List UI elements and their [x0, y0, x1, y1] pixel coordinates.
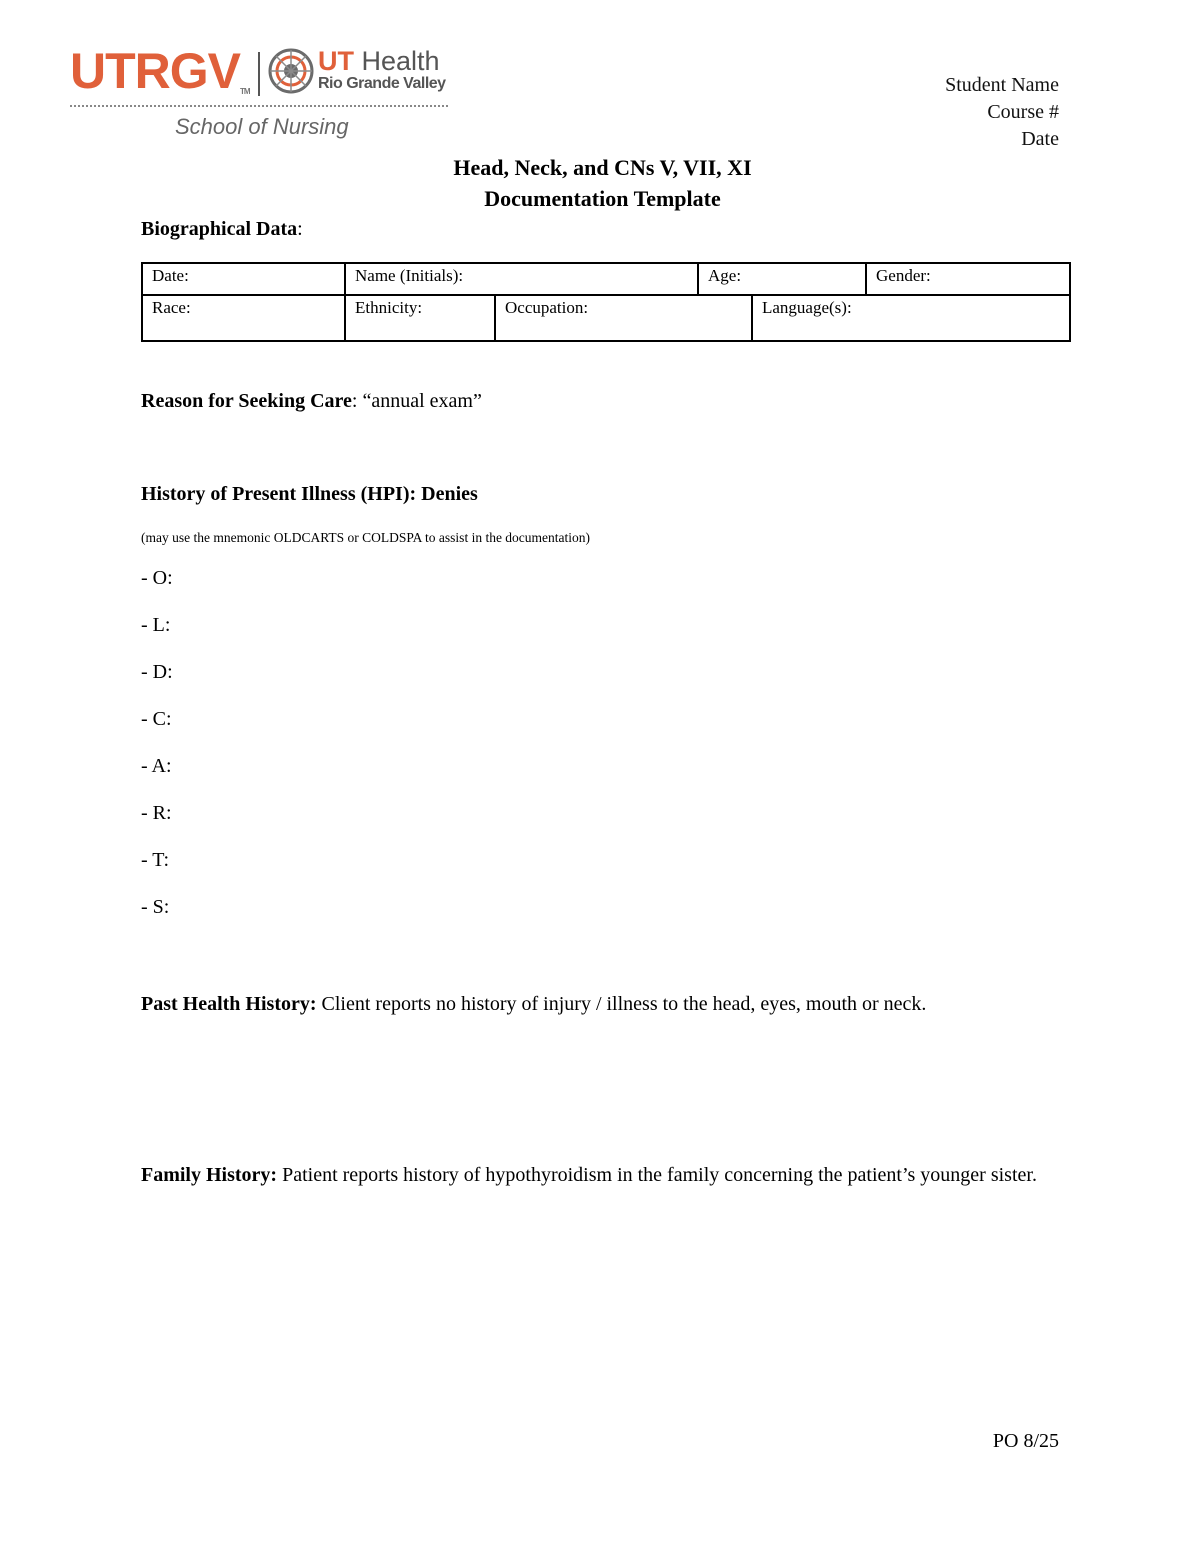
family-history	[141, 1159, 1071, 1191]
reason-value: : “annual exam”	[351, 390, 482, 412]
seal-icon	[268, 48, 314, 94]
table-row	[142, 263, 1070, 295]
reason-for-seeking-care	[141, 390, 482, 413]
past-health-label: Past Health History:	[141, 993, 317, 1015]
table-row	[142, 295, 1070, 341]
document-subtitle: Documentation Template	[484, 186, 721, 211]
logo-divider	[258, 52, 260, 96]
hpi-item-s: - S:	[141, 896, 170, 918]
gender-cell[interactable]: Gender:	[866, 263, 1070, 295]
logo-dotted-rule	[70, 105, 448, 107]
hpi-heading: History of Present Illness (HPI): Denies	[141, 483, 478, 505]
page-footer-code: PO 8/25	[992, 1430, 1059, 1452]
logo-rio-grande-valley: Rio Grande Valley	[318, 75, 446, 92]
occupation-cell[interactable]: Occupation:	[495, 295, 752, 341]
hpi-mnemonic-note: (may use the mnemonic OLDCARTS or COLDSPA to assist in the documentation)	[141, 530, 591, 545]
hpi-item-o: - O:	[141, 567, 173, 589]
logo-school-of-nursing: School of Nursing	[175, 114, 349, 139]
hpi-item-d: - D:	[141, 661, 173, 683]
hpi-item-t: - T:	[141, 849, 170, 871]
reason-label: Reason for Seeking Care	[141, 390, 352, 412]
date-cell[interactable]: Date:	[142, 263, 345, 295]
hpi-item-a: - A:	[141, 755, 172, 777]
ethnicity-cell[interactable]: Ethnicity:	[345, 295, 495, 341]
past-health-history	[141, 988, 1061, 1020]
hpi-item-l: - L:	[141, 614, 171, 636]
past-health-value: Client reports no history of injury / illness to the head, eyes, mouth or neck.	[316, 993, 927, 1015]
language-cell[interactable]: Language(s):	[752, 295, 1070, 341]
document-title: Head, Neck, and CNs V, VII, XI	[453, 155, 752, 180]
hpi-item-c: - C:	[141, 708, 172, 730]
age-cell[interactable]: Age:	[698, 263, 866, 295]
biographical-data-heading: Biographical Data:	[141, 218, 303, 240]
student-name-label: Student Name	[945, 74, 1059, 96]
date-label: Date	[1021, 128, 1059, 150]
family-history-value: Patient reports history of hypothyroidism in the family concerning the patient’s younger sister.	[277, 1164, 1037, 1186]
name-initials-cell[interactable]: Name (Initials):	[345, 263, 698, 295]
course-number-label: Course #	[987, 101, 1059, 123]
utrgv-school-of-nursing-logo	[70, 44, 455, 144]
logo-utrgv-text: UTRGVTM	[70, 43, 250, 99]
race-cell[interactable]: Race:	[142, 295, 345, 341]
hpi-item-r: - R:	[141, 802, 172, 824]
family-history-label: Family History:	[141, 1164, 278, 1186]
biographical-data-table	[141, 262, 1071, 342]
logo-ut-health: UT Health	[318, 46, 440, 76]
